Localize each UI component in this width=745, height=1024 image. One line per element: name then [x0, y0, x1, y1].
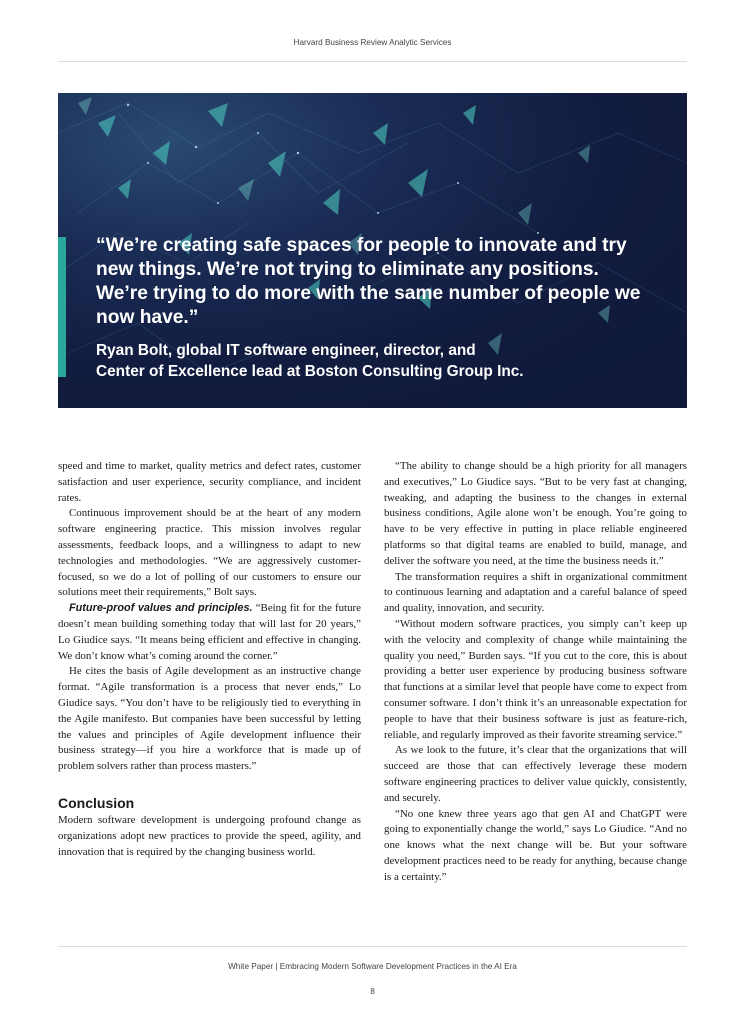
- paragraph: The transformation requires a shift in organizational commitment to continuous learning and adaptation and a careful balance of speed and quality, innovation, and security.: [384, 570, 687, 615]
- paragraph: “The ability to change should be a high priority for all managers and executives,” Lo Giudice says. “But to be very fast at changing, tweaking, and adapting the business to the changes in external business conditions, Agile alone won’t be enough. You’re going to have to be very effective in putting in place reliable engineered platforms so that digital teams are enabled to build, manage, and deliver the software you need, at the time the business needs it.”: [384, 460, 687, 567]
- quote-attribution: [96, 341, 656, 382]
- paragraph: speed and time to market, quality metrics and defect rates, customer satisfaction and user experience, security compliance, and incident rates.: [58, 460, 361, 504]
- paragraph: “No one knew three years ago that gen AI and ChatGPT were going to exponentially change the world,” says Lo Giudice. “And no one knows what the next change will be. But your software development practices need to be ready for anything, because change is a certainty.”: [384, 807, 687, 883]
- right-column: [384, 459, 687, 886]
- conclusion-heading: Conclusion: [58, 794, 135, 811]
- paragraph: Continuous improvement should be at the heart of any modern software engineering practice. This mission involves regular assessments, feedback loops, and a willingness to adapt to new technologies and methodologies. “We are aggressively customer-focused, so we do a lot of polling of our customers to ensure our solutions meet their requirements,” Bolt says.: [58, 507, 361, 599]
- paragraph: As we look to the future, it’s clear that the organizations that will succeed are those that can effectively leverage these modern software engineering practices to deliver value quickly, consistently, and securely.: [384, 744, 687, 804]
- attribution-line-1: Ryan Bolt, global IT software engineer, director, and: [96, 342, 476, 359]
- running-header: Harvard Business Review Analytic Services: [293, 38, 452, 47]
- paragraph: He cites the basis of Agile development as an instructive change format. “Agile transformation is a process that never ends,” Lo Giudice says. “You don’t have to be religiously tied to everything in the Agile manifesto. But companies have been successful by letting the values and principles of Agile development influence their business strategy—if you hire a workforce that is made up of problem solvers rather than process masters.”: [58, 665, 361, 773]
- left-column: [58, 459, 361, 860]
- attribution-line-2: Center of Excellence lead at Boston Consulting Group Inc.: [96, 362, 524, 380]
- paragraph-text: “Being fit for the future doesn’t mean building something today that will last for 20 years,” Lo Giudice says. “It means being efficient and effective in changing. We don’t know what’s coming around the corner.”: [58, 602, 361, 662]
- page-number: 8: [370, 987, 375, 996]
- quote-accent-bar: [58, 237, 66, 377]
- paragraph: “Without modern software practices, you simply can’t keep up with the velocity and complexity of change while maintaining the quality you need,” Burden says. “If you cut to the core, this is about providing a better user experience by producing business software that functions at a similar level that people have come to expect from consumer software. I don’t think it’s an unreasonable expectation for people to have that their business software is just as feature-rich, reliable, and regularly improved as their favorite streaming service.”: [384, 617, 687, 741]
- paragraph: [58, 601, 361, 664]
- paragraph: Modern software development is undergoing profound change as organizations adopt new practices to provide the speed, agility, and innovation that is required by the changing business world.: [58, 813, 361, 858]
- pull-quote: “We’re creating safe spaces for people to innovate and try new things. We’re not trying to eliminate any positions. We’re trying to do more with the same number of people we now have.”: [96, 235, 641, 328]
- header-divider: [58, 61, 687, 62]
- inline-subheading: Future-proof values and principles.: [69, 602, 253, 615]
- running-footer: White Paper | Embracing Modern Software Development Practices in the AI Era: [228, 962, 517, 971]
- footer-divider: [58, 946, 687, 947]
